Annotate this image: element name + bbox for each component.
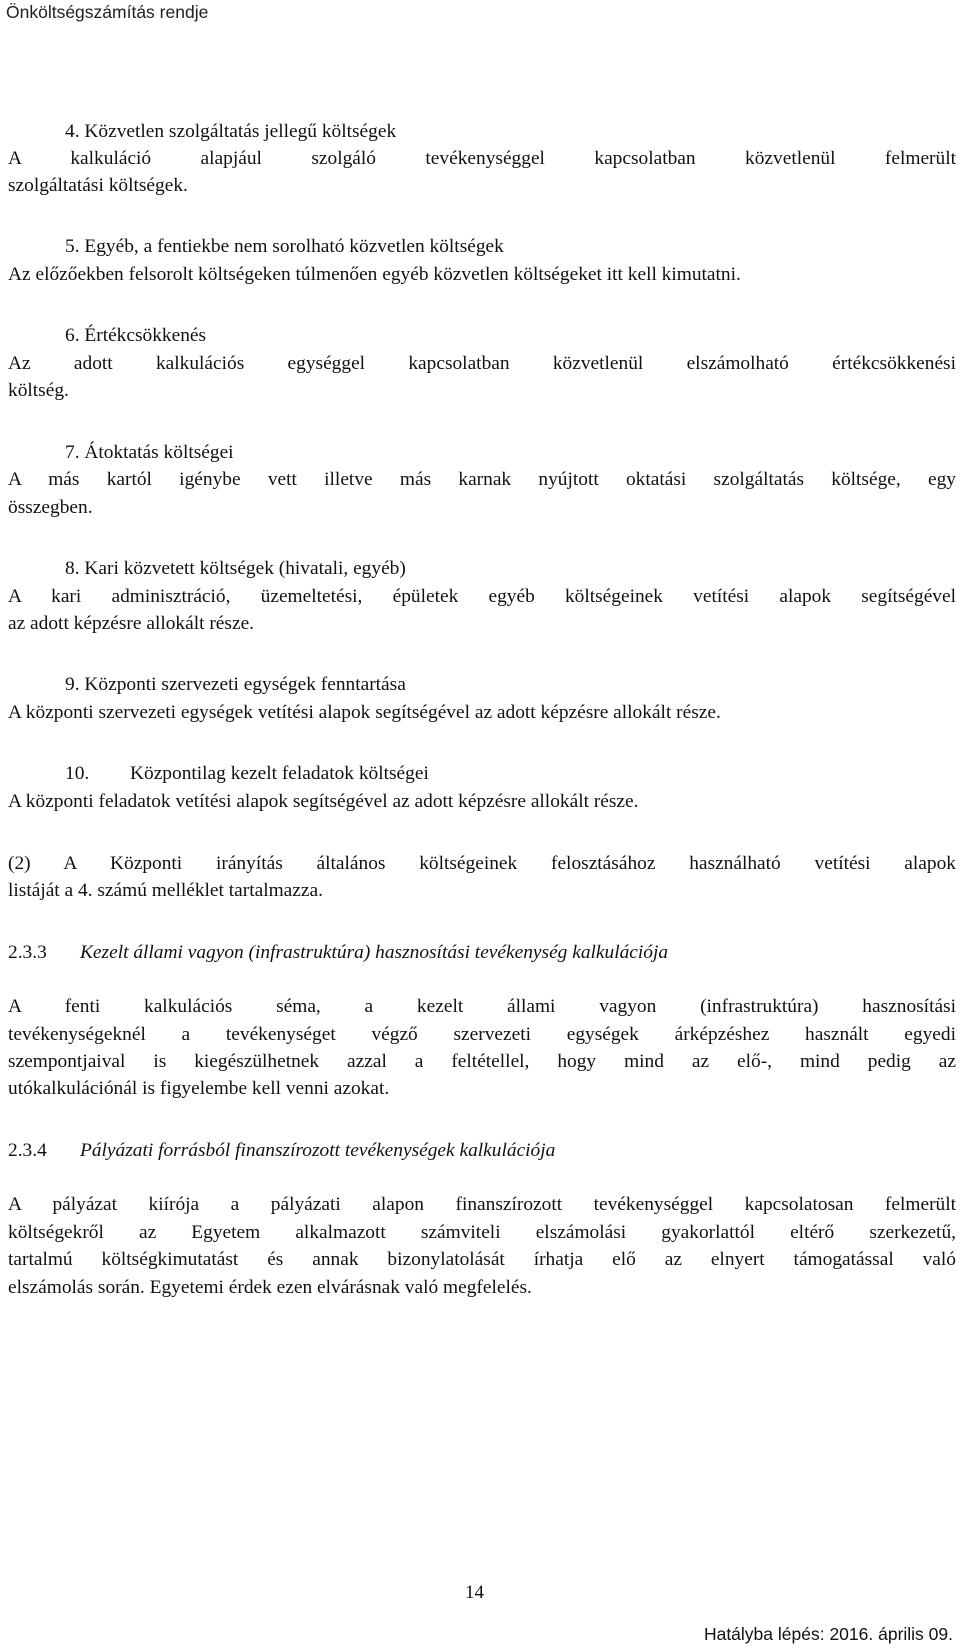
paragraph-2-line-2: listáját a 4. számú melléklet tartalmazza. [8, 880, 323, 901]
section-7-text-line-2: összegben. [8, 497, 93, 518]
section-9-heading: 9. Központi szervezeti egységek fenntartása [65, 674, 406, 695]
subsection-2-3-4-text-line-2: költségekről az Egyetem alkalmazott számviteli elszámolási gyakorlattól eltérő szerkezetű, [8, 1222, 956, 1243]
section-10-number: 10. [65, 763, 90, 784]
subsection-2-3-3-text-line-1: A fenti kalkulációs séma, a kezelt állami vagyon (infrastruktúra) hasznosítási [8, 996, 956, 1017]
section-8-text-line-2: az adott képzésre allokált része. [8, 613, 255, 634]
running-header-title: Önköltségszámítás rendje [6, 2, 209, 22]
section-5-text-line-1: Az előzőekben felsorolt költségeken túlmenően egyéb közvetlen költségeket itt kell kimutatni. [8, 264, 741, 285]
section-10-heading: Központilag kezelt feladatok költségei [130, 763, 429, 784]
subsection-2-3-3-text-line-3: szempontjaival is kiegészülhetnek azzal a feltétellel, hogy mind az elő-, mind pedig az [8, 1051, 956, 1072]
section-4-heading: 4. Közvetlen szolgáltatás jellegű költségek [65, 121, 397, 142]
subsection-2-3-4-heading-row [8, 1139, 956, 1163]
subsection-2-3-3-text-line-2: tevékenységeknél a tevékenységet végző szervezeti egységek árképzéshez használt egyedi [8, 1024, 956, 1045]
section-4-text-line-2: szolgáltatási költségek. [8, 175, 188, 196]
subsection-2-3-4-text-line-3: tartalmú költségkimutatást és annak bizonylatolását írhatja elő az elnyert támogatással való [8, 1249, 956, 1270]
section-6-text-line-1: Az adott kalkulációs egységgel kapcsolatban közvetlenül elszámolható értékcsökkenési [8, 353, 956, 374]
subsection-2-3-4-number: 2.3.4 [8, 1140, 47, 1161]
subsection-2-3-3-title: Kezelt állami vagyon (infrastruktúra) hasznosítási tevékenység kalkulációja [80, 942, 669, 963]
section-6-text-line-2: költség. [8, 380, 69, 401]
section-10-text-line-1: A központi feladatok vetítési alapok segítségével az adott képzésre allokált része. [8, 791, 639, 812]
section-6-heading: 6. Értékcsökkenés [65, 325, 207, 346]
subsection-2-3-4-text-line-4: elszámolás során. Egyetemi érdek ezen elvárásnak való megfelelés. [8, 1277, 532, 1298]
subsection-2-3-3-number: 2.3.3 [8, 942, 47, 963]
section-9-text-line-1: A központi szervezeti egységek vetítési alapok segítségével az adott képzésre allokált része. [8, 702, 721, 723]
subsection-2-3-4-title: Pályázati forrásból finanszírozott tevékenységek kalkulációja [80, 1140, 556, 1161]
effective-date: Hatályba lépés: 2016. április 09. [703, 1624, 953, 1644]
section-10-heading-row [65, 762, 956, 786]
subsection-2-3-3-text-line-4: utókalkulációnál is figyelembe kell venni azokat. [8, 1078, 390, 1099]
paragraph-2-line-1: (2) A Központi irányítás általános költségeinek felosztásához használható vetítési alapok [8, 853, 956, 874]
page-number: 14 [465, 1582, 484, 1603]
subsection-2-3-3-heading-row [8, 941, 956, 965]
section-5-heading: 5. Egyéb, a fentiekbe nem sorolható közvetlen költségek [65, 236, 504, 257]
section-7-text-line-1: A más kartól igénybe vett illetve más karnak nyújtott oktatási szolgáltatás költsége, egy [8, 469, 956, 490]
section-7-heading: 7. Átoktatás költségei [65, 442, 234, 463]
section-8-heading: 8. Kari közvetett költségek (hivatali, egyéb) [65, 558, 406, 579]
section-4-text-line-1: A kalkuláció alapjául szolgáló tevékenységgel kapcsolatban közvetlenül felmerült [8, 148, 956, 169]
section-8-text-line-1: A kari adminisztráció, üzemeltetési, épületek egyéb költségeinek vetítési alapok segítségével [8, 586, 956, 607]
subsection-2-3-4-text-line-1: A pályázat kiírója a pályázati alapon finanszírozott tevékenységgel kapcsolatosan felmerült [8, 1194, 956, 1215]
